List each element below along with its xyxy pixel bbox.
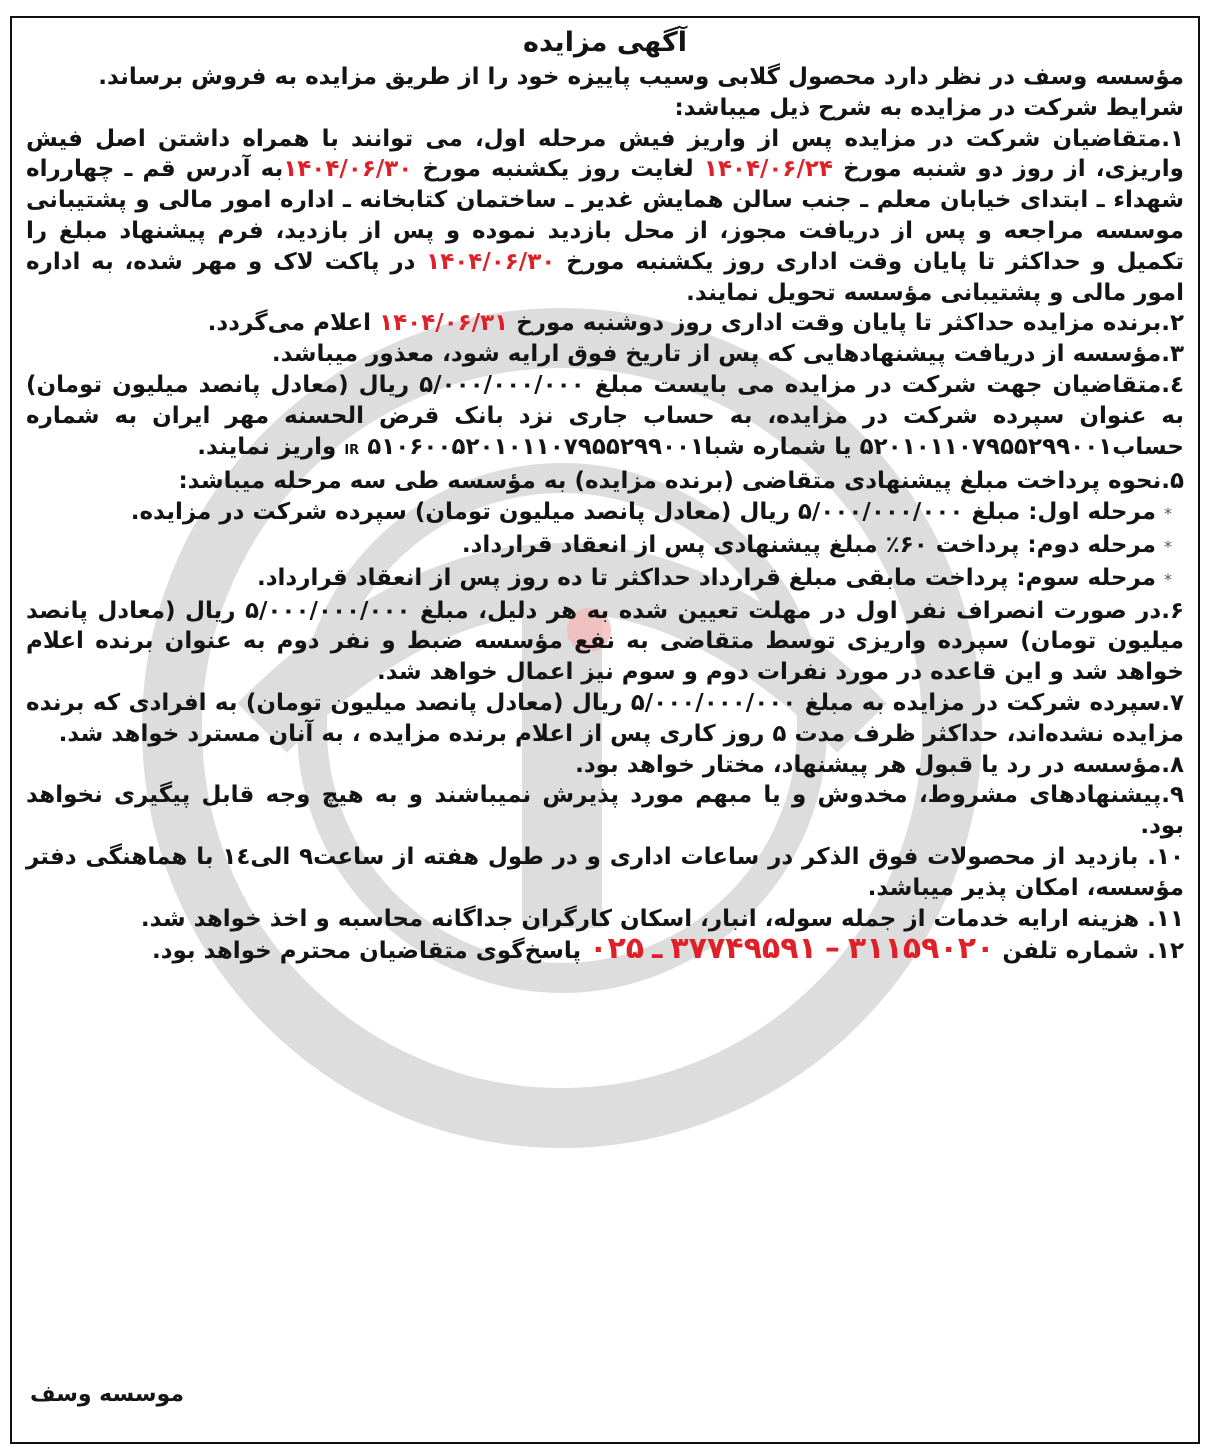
phone-number-2: ۳۷۷۴۹۵۹۱ (670, 931, 817, 967)
notice-content (12, 18, 1198, 1442)
item1-text-c: به آدرس قم ـ چهارراه شهداء ـ ابتدای خیابان معلم ـ جنب سالن همایش غدیر ـ ساختمان کتابخانه ـ اداره امور مالی و پشتیبانی موسسه مراجعه و پس از دریافت مجوز، از محل بازدید نموده و پس از بازدید، فرم پیشنهاد مبلغ را تکمیل و حداکثر تا پایان وقت اداری روز یکشنبه مورخ (26, 156, 1184, 275)
condition-item-5: ۵.نحوه پرداخت مبلغ پیشنهادی متقاضی (برنده مزایده) به مؤسسه طی سه مرحله میباشد: (178, 468, 1184, 495)
end-date: ۱۴۰۴/۰۶/۳۰ (283, 156, 413, 183)
condition-item-8: ۸.مؤسسه در رد یا قبول هر پیشنهاد، مختار خواهد بود. (575, 751, 1184, 778)
phone-separator-2: ـ (652, 931, 663, 967)
payment-stage-2 (26, 530, 1184, 563)
stage-2-text: مرحله دوم: پرداخت ۶۰٪ مبلغ پیشنهادی پس از انعقاد قرارداد. (461, 531, 1156, 558)
notice-frame (10, 16, 1200, 1444)
condition-item-6: ۶.در صورت انصراف نفر اول در مهلت تعیین شده به هر دلیل، مبلغ ۵/۰۰۰/۰۰۰/۰۰۰ ریال (معادل پانصد میلیون تومان) سپرده واریزی توسط متقاضی به نفع مؤسسه ضبط و نفر دوم به عنوان برنده اعلام خواهد شد و این قاعده در مورد نفرات دوم و سوم نیز اعمال خواهد شد. (26, 597, 1184, 686)
area-code: ۰۲۵ (589, 931, 645, 967)
item4-text-a: ٤.متقاضیان جهت شرکت در مزایده می بایست مبلغ ۵/۰۰۰/۰۰۰/۰۰۰ ریال (معادل پانصد میلیون تومان) به عنوان سپرده شرکت در مزایده، به حساب جاری نزد بانک قرض الحسنه مهر ایران به شماره حساب۵۲۰۱۰۱۱۰۷۹۵۵۲۹۹۰۰۱ یا شماره شبا۵۱۰۶۰۰۵۲۰۱۰۱۱۰۷۹۵۵۲۹۹۰۰۱ (26, 371, 1184, 460)
condition-item-2 (26, 308, 1184, 339)
item4-text-b: واریز نمایند. (197, 433, 337, 460)
stage-1-text: مرحله اول: مبلغ ۵/۰۰۰/۰۰۰/۰۰۰ ریال (معادل پانصد میلیون تومان) سپرده شرکت در مزایده. (130, 499, 1156, 526)
start-date: ۱۴۰۴/۰۶/۲۴ (703, 156, 833, 183)
payment-stage-3 (26, 563, 1184, 596)
item1-text-a: ۱.متقاضیان شرکت در مزایده پس از واریز فیش مرحله اول، می توانند با همراه داشتن اصل فیش واریزی، از روز دو شنبه مورخ (26, 125, 1184, 183)
winner-date: ۱۴۰۴/۰۶/۳۱ (379, 310, 509, 337)
condition-item-3: ۳.مؤسسه از دریافت پیشنهادهایی که پس از تاریخ فوق ارایه شود، معذور میباشد. (271, 341, 1184, 368)
condition-item-10: ۱۰. بازدید از محصولات فوق الذکر در ساعات اداری و در طول هفته از ساعت۹ الی١٤ با هماهنگی دفتر مؤسسه، امکان پذیر میباشد. (26, 843, 1185, 901)
payment-stage-1 (26, 497, 1184, 530)
item12-text-a: ۱۲. شماره تلفن (1002, 938, 1184, 965)
condition-item-9: ۹.پیشنهادهای مشروط، مخدوش و یا مبهم مورد پذیرش نمیباشند و به هیچ وجه قابل پیگیری نخواهد بود. (26, 782, 1184, 840)
item1-text-b: لغایت روز یکشنبه مورخ (422, 156, 694, 183)
bullet-star-icon: * (1164, 569, 1172, 589)
condition-item-12 (26, 931, 1184, 967)
submission-date: ۱۴۰۴/۰۶/۳۰ (426, 248, 556, 275)
item12-text-b: پاسخ‌گوی متقاضیان محترم خواهد بود. (151, 938, 582, 965)
phone-separator-1: – (824, 931, 840, 967)
condition-item-11: ۱۱. هزینه ارایه خدمات از جمله سوله، انبار، اسکان کارگران جداگانه محاسبه و اخذ خواهد شد. (140, 905, 1184, 932)
bullet-star-icon: * (1164, 536, 1172, 556)
item2-text-a: ۲.برنده مزایده حداکثر تا پایان وقت اداری روز دوشنبه مورخ (516, 310, 1184, 337)
condition-item-4 (26, 370, 1184, 466)
stage-3-text: مرحله سوم: پرداخت مابقی مبلغ قرارداد حداکثر تا ده روز پس از انعقاد قرارداد. (257, 564, 1156, 591)
item1-text-d: در پاکت لاک و مهر شده، به اداره امور مالی و پشتیبانی مؤسسه تحویل نمایند. (26, 248, 1184, 306)
condition-item-1 (26, 124, 1184, 309)
condition-item-7: ۷.سپرده شرکت در مزایده به مبلغ ۵/۰۰۰/۰۰۰/۰۰۰ ریال (معادل پانصد میلیون تومان) به افرادی که برنده مزایده نشده‌اند، حداکثر ظرف مدت ۵ روز کاری پس از اعلام برنده مزایده ، به آنان مسترد خواهد شد. (26, 689, 1184, 747)
bullet-star-icon: * (1164, 504, 1172, 524)
iban-prefix: IR (344, 442, 360, 458)
signature: موسسه وسف (30, 1382, 184, 1407)
phone-number-1: ۳۱۱۵۹۰۲۰ (847, 931, 995, 967)
notice-title: آگهی مزایده (523, 27, 687, 58)
item2-text-b: اعلام می‌گردد. (207, 310, 372, 337)
intro-text: مؤسسه وسف در نظر دارد محصول گلابی وسیب پاییزه خود را از طریق مزایده به فروش برساند. (98, 64, 1184, 90)
conditions-heading: شرایط شرکت در مزایده به شرح ذیل میباشد: (674, 94, 1184, 121)
